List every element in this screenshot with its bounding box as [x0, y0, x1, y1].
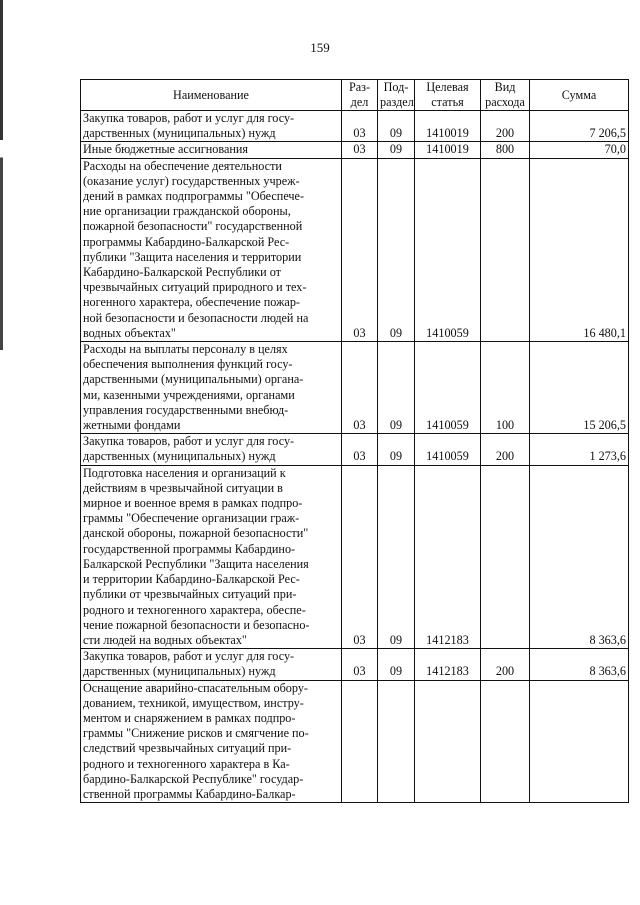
row-name-cell — [81, 649, 342, 680]
row-name-line: Закупка товаров, работ и услуг для госу- — [83, 649, 295, 664]
row-name-line: Кабардино-Балкарской Республики от — [83, 265, 281, 280]
row-name-line: граммы "Обеспечение организации граж- — [83, 511, 300, 526]
row-name-line: дарственных (муниципальных) нужд — [83, 664, 276, 679]
page-number: 159 — [310, 40, 330, 55]
row-section-cell: 03 — [342, 111, 378, 142]
row-name-line: ственной программы Кабардино-Балкар- — [83, 786, 296, 801]
row-amount-cell — [530, 680, 629, 803]
row-name-line: пожарной безопасности" государственной — [83, 219, 303, 234]
row-name-line: действиям в чрезвычайной ситуации в — [83, 480, 283, 495]
row-name-line: Закупка товаров, работ и услуг для госу- — [83, 111, 295, 125]
table-row — [81, 111, 629, 142]
row-expense-type-cell: 200 — [481, 434, 530, 465]
row-name-line: Расходы на обеспечение деятельности — [83, 158, 282, 173]
row-name-line: управления государственными внебюд- — [83, 402, 289, 417]
row-name-cell — [81, 342, 342, 434]
row-name-line: чрезвычайных ситуаций природного и тех- — [83, 280, 307, 295]
row-amount-cell: 1 273,6 — [530, 434, 629, 465]
header-name: Наименование — [81, 80, 342, 111]
row-name-cell — [81, 111, 342, 142]
row-name-line: жетными фондами — [83, 418, 181, 433]
row-name-line: бардино-Балкарской Республике" государ- — [83, 771, 304, 786]
row-expense-type-cell: 200 — [481, 111, 530, 142]
table-row — [81, 680, 629, 803]
row-name-line: Расходы на выплаты персоналу в целях — [83, 342, 288, 357]
table-body — [81, 111, 629, 803]
header-expense-type — [481, 80, 530, 111]
row-name-line: программы Кабардино-Балкарской Рес- — [83, 234, 290, 249]
table-header-row — [81, 80, 629, 111]
row-subsection-cell: 09 — [378, 158, 415, 341]
row-expense-type-cell — [481, 680, 530, 803]
row-name-line: сти людей на водных объектах" — [83, 632, 247, 647]
row-amount-cell: 16 480,1 — [530, 158, 629, 341]
row-name-line: дарственных (муниципальных) нужд — [83, 449, 276, 464]
header-subsection-line-1: Под- — [383, 80, 409, 94]
row-name-cell — [81, 465, 342, 648]
row-subsection-cell: 09 — [378, 342, 415, 434]
table-row — [81, 342, 629, 434]
table-row — [81, 158, 629, 341]
row-name-line: государственной программы Кабардино- — [83, 541, 296, 556]
row-section-cell: 03 — [342, 649, 378, 680]
row-name-line: граммы "Снижение рисков и смягчение по- — [83, 726, 309, 741]
row-target-cell: 1412183 — [415, 465, 481, 648]
row-name-cell — [81, 158, 342, 341]
row-name-line: (оказание услуг) государственных учреж- — [83, 173, 300, 188]
row-name-line: ментом и снаряжением в рамках подпро- — [83, 710, 296, 725]
header-subsection — [378, 80, 415, 111]
header-subsection-line-2: раздел — [380, 95, 414, 109]
table-row — [81, 142, 629, 158]
row-name-line: дарственными (муниципальными) органа- — [83, 372, 304, 387]
row-name-line: мирное и военное время в рамках подпро- — [83, 496, 303, 511]
row-name-line: следствий чрезвычайных ситуаций при- — [83, 741, 292, 756]
row-name-line: ной безопасности и безопасности людей на — [83, 310, 309, 325]
row-name-line: публики от чрезвычайных ситуаций при- — [83, 587, 297, 602]
header-section-line-1: Раз- — [348, 80, 371, 94]
row-name-cell — [81, 434, 342, 465]
row-amount-cell: 15 206,5 — [530, 342, 629, 434]
row-section-cell: 03 — [342, 158, 378, 341]
row-section-cell: 03 — [342, 465, 378, 648]
row-name-line: Иные бюджетные ассигнования — [83, 142, 249, 157]
budget-table — [80, 79, 629, 803]
header-expense-type-line-1: Вид — [494, 80, 516, 94]
row-name-line: обеспечения выполнения функций госу- — [83, 357, 293, 372]
row-name-line: родного и техногенного характера, обеспе- — [83, 602, 306, 617]
row-subsection-cell: 09 — [378, 111, 415, 142]
row-subsection-cell — [378, 680, 415, 803]
row-name-line: ногенного характера, обеспечение пожар- — [83, 295, 300, 310]
table-row — [81, 434, 629, 465]
header-amount: Сумма — [530, 80, 629, 111]
row-name-line: публики "Защита населения и территории — [83, 249, 302, 264]
row-name-cell — [81, 680, 342, 803]
row-subsection-cell: 09 — [378, 649, 415, 680]
row-name-line: Балкарской Республики "Защита населения — [83, 556, 309, 571]
row-amount-cell: 8 363,6 — [530, 465, 629, 648]
row-amount-cell: 70,0 — [530, 142, 629, 158]
row-amount-cell: 8 363,6 — [530, 649, 629, 680]
row-name-line: данской обороны, пожарной безопасности" — [83, 526, 309, 541]
header-target — [415, 80, 481, 111]
row-expense-type-cell — [481, 158, 530, 341]
row-subsection-cell: 09 — [378, 434, 415, 465]
row-target-cell — [415, 680, 481, 803]
row-name-line: дений в рамках подпрограммы "Обеспече- — [83, 189, 305, 204]
row-name-line: водных объектах" — [83, 325, 176, 340]
row-subsection-cell: 09 — [378, 142, 415, 158]
row-name-line: дарственных (муниципальных) нужд — [83, 126, 276, 141]
row-target-cell: 1410059 — [415, 342, 481, 434]
row-target-cell: 1410059 — [415, 158, 481, 341]
row-name-line: Закупка товаров, работ и услуг для госу- — [83, 434, 295, 449]
row-target-cell: 1410019 — [415, 111, 481, 142]
row-target-cell: 1410019 — [415, 142, 481, 158]
header-section — [342, 80, 378, 111]
header-section-line-2: дел — [350, 95, 369, 109]
row-name-line: родного и техногенного характера в Ка- — [83, 756, 290, 771]
row-name-line: Оснащение аварийно-спасательным обору- — [83, 680, 308, 695]
header-target-line-2: статья — [431, 95, 464, 109]
row-expense-type-cell — [481, 465, 530, 648]
row-section-cell: 03 — [342, 342, 378, 434]
row-target-cell: 1410059 — [415, 434, 481, 465]
row-section-cell — [342, 680, 378, 803]
row-name-line: дованием, техникой, имуществом, инстру- — [83, 695, 304, 710]
row-expense-type-cell: 100 — [481, 342, 530, 434]
row-name-line: ние организации гражданской обороны, — [83, 204, 291, 219]
table-row — [81, 649, 629, 680]
row-name-line: Подготовка населения и организаций к — [83, 465, 286, 480]
row-name-cell — [81, 142, 342, 158]
row-name-line: чение пожарной безопасности и безопасно- — [83, 617, 310, 632]
row-name-line: ми, казенными учреждениями, органами — [83, 387, 295, 402]
row-section-cell: 03 — [342, 142, 378, 158]
row-target-cell: 1412183 — [415, 649, 481, 680]
row-expense-type-cell: 200 — [481, 649, 530, 680]
row-expense-type-cell: 800 — [481, 142, 530, 158]
row-amount-cell: 7 206,5 — [530, 111, 629, 142]
row-subsection-cell: 09 — [378, 465, 415, 648]
header-expense-type-line-2: расхода — [485, 95, 525, 109]
table-row — [81, 465, 629, 648]
row-section-cell: 03 — [342, 434, 378, 465]
row-name-line: и территории Кабардино-Балкарской Рес- — [83, 572, 300, 587]
header-target-line-1: Целевая — [426, 80, 469, 94]
